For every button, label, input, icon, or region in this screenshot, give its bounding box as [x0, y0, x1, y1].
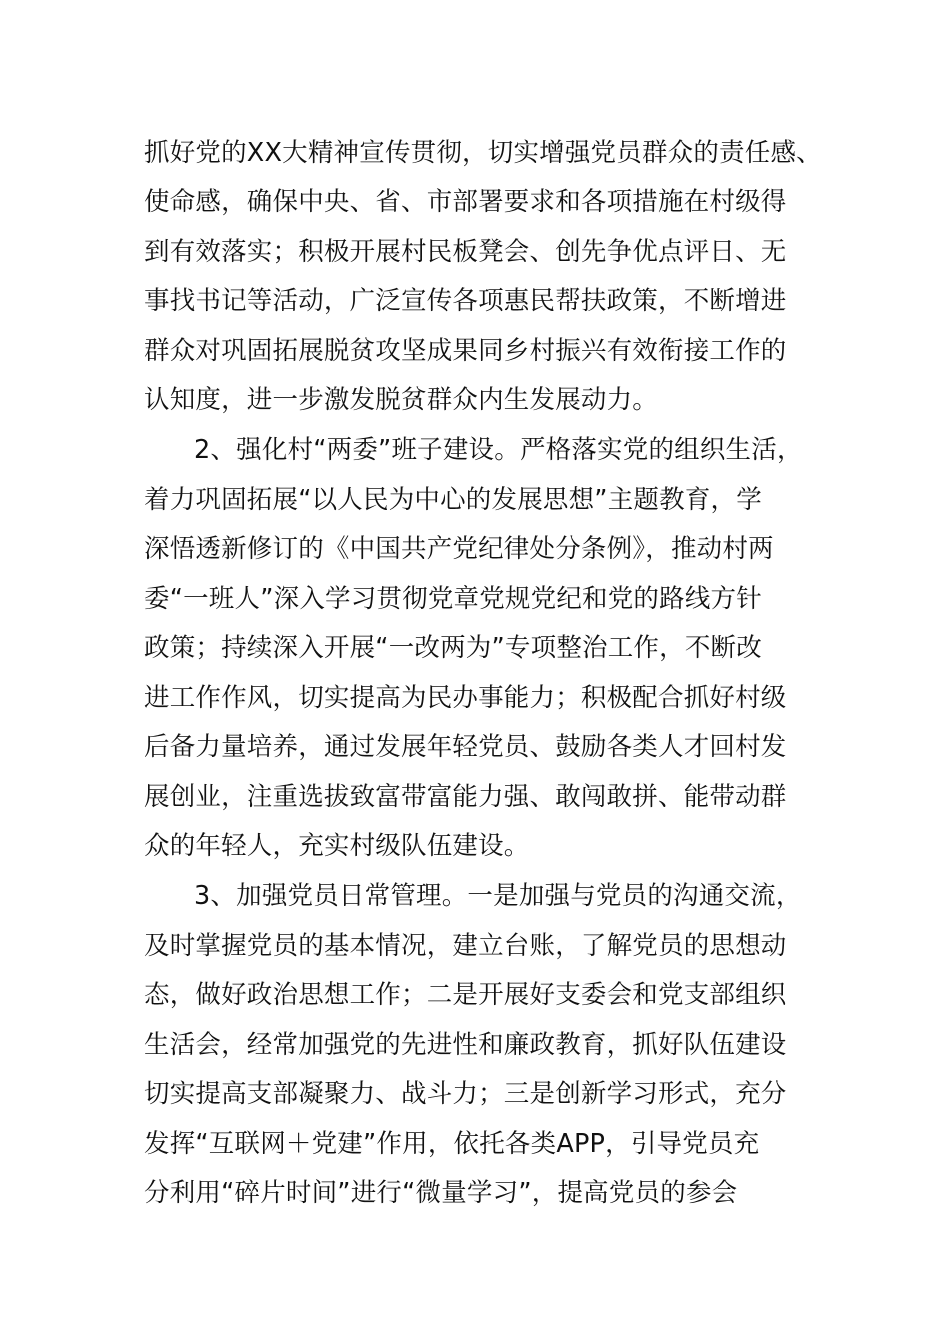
text-line: 切实提高支部凝聚力、战斗力；三是创新学习形式，充分 — [144, 1079, 787, 1109]
text-line: 进工作作风，切实提高为民办事能力；积极配合抓好村级 — [144, 683, 787, 713]
paragraph-2-first-line: 2、强化村“两委”班子建设。严格落实党的组织生活， — [194, 435, 803, 465]
text-line: 及时掌握党员的基本情况，建立台账，了解党员的思想动 — [144, 931, 787, 961]
text-line: 分利用“碎片时间”进行“微量学习”，提高党员的参会 — [144, 1178, 738, 1208]
text-line: 认知度，进一步激发脱贫群众内生发展动力。 — [144, 385, 659, 415]
text-line: 政策；持续深入开展“一改两为”专项整治工作，不断改 — [144, 633, 762, 663]
text-line: 使命感，确保中央、省、市部署要求和各项措施在村级得 — [144, 187, 787, 217]
paragraph-3-first-line: 3、加强党员日常管理。一是加强与党员的沟通交流， — [194, 881, 802, 911]
text-line: 着力巩固拓展“以人民为中心的发展思想”主题教育，学 — [144, 485, 762, 515]
text-line: 众的年轻人，充实村级队伍建设。 — [144, 831, 530, 861]
text-line: 群众对巩固拓展脱贫攻坚成果同乡村振兴有效衔接工作的 — [144, 336, 787, 366]
text-line: 到有效落实；积极开展村民板凳会、创先争优点评日、无 — [144, 237, 787, 267]
text-line: 生活会，经常加强党的先进性和廉政教育，抓好队伍建设 — [144, 1030, 787, 1060]
text-line: 发挥“互联网＋党建”作用，依托各类APP，引导党员充 — [144, 1129, 760, 1159]
text-line: 委“一班人”深入学习贯彻党章党规党纪和党的路线方针 — [144, 584, 762, 614]
text-line: 后备力量培养，通过发展年轻党员、鼓励各类人才回村发 — [144, 732, 787, 762]
text-line: 态，做好政治思想工作；二是开展好支委会和党支部组织 — [144, 980, 787, 1010]
text-line: 事找书记等活动，广泛宣传各项惠民帮扶政策，不断增进 — [144, 286, 787, 316]
text-line: 深悟透新修订的《中国共产党纪律处分条例》，推动村两 — [144, 534, 774, 564]
text-line: 展创业，注重选拔致富带富能力强、敢闯敢拼、能带动群 — [144, 782, 787, 812]
text-line: 抓好党的XX大精神宣传贯彻，切实增强党员群众的责任感、 — [144, 138, 822, 168]
